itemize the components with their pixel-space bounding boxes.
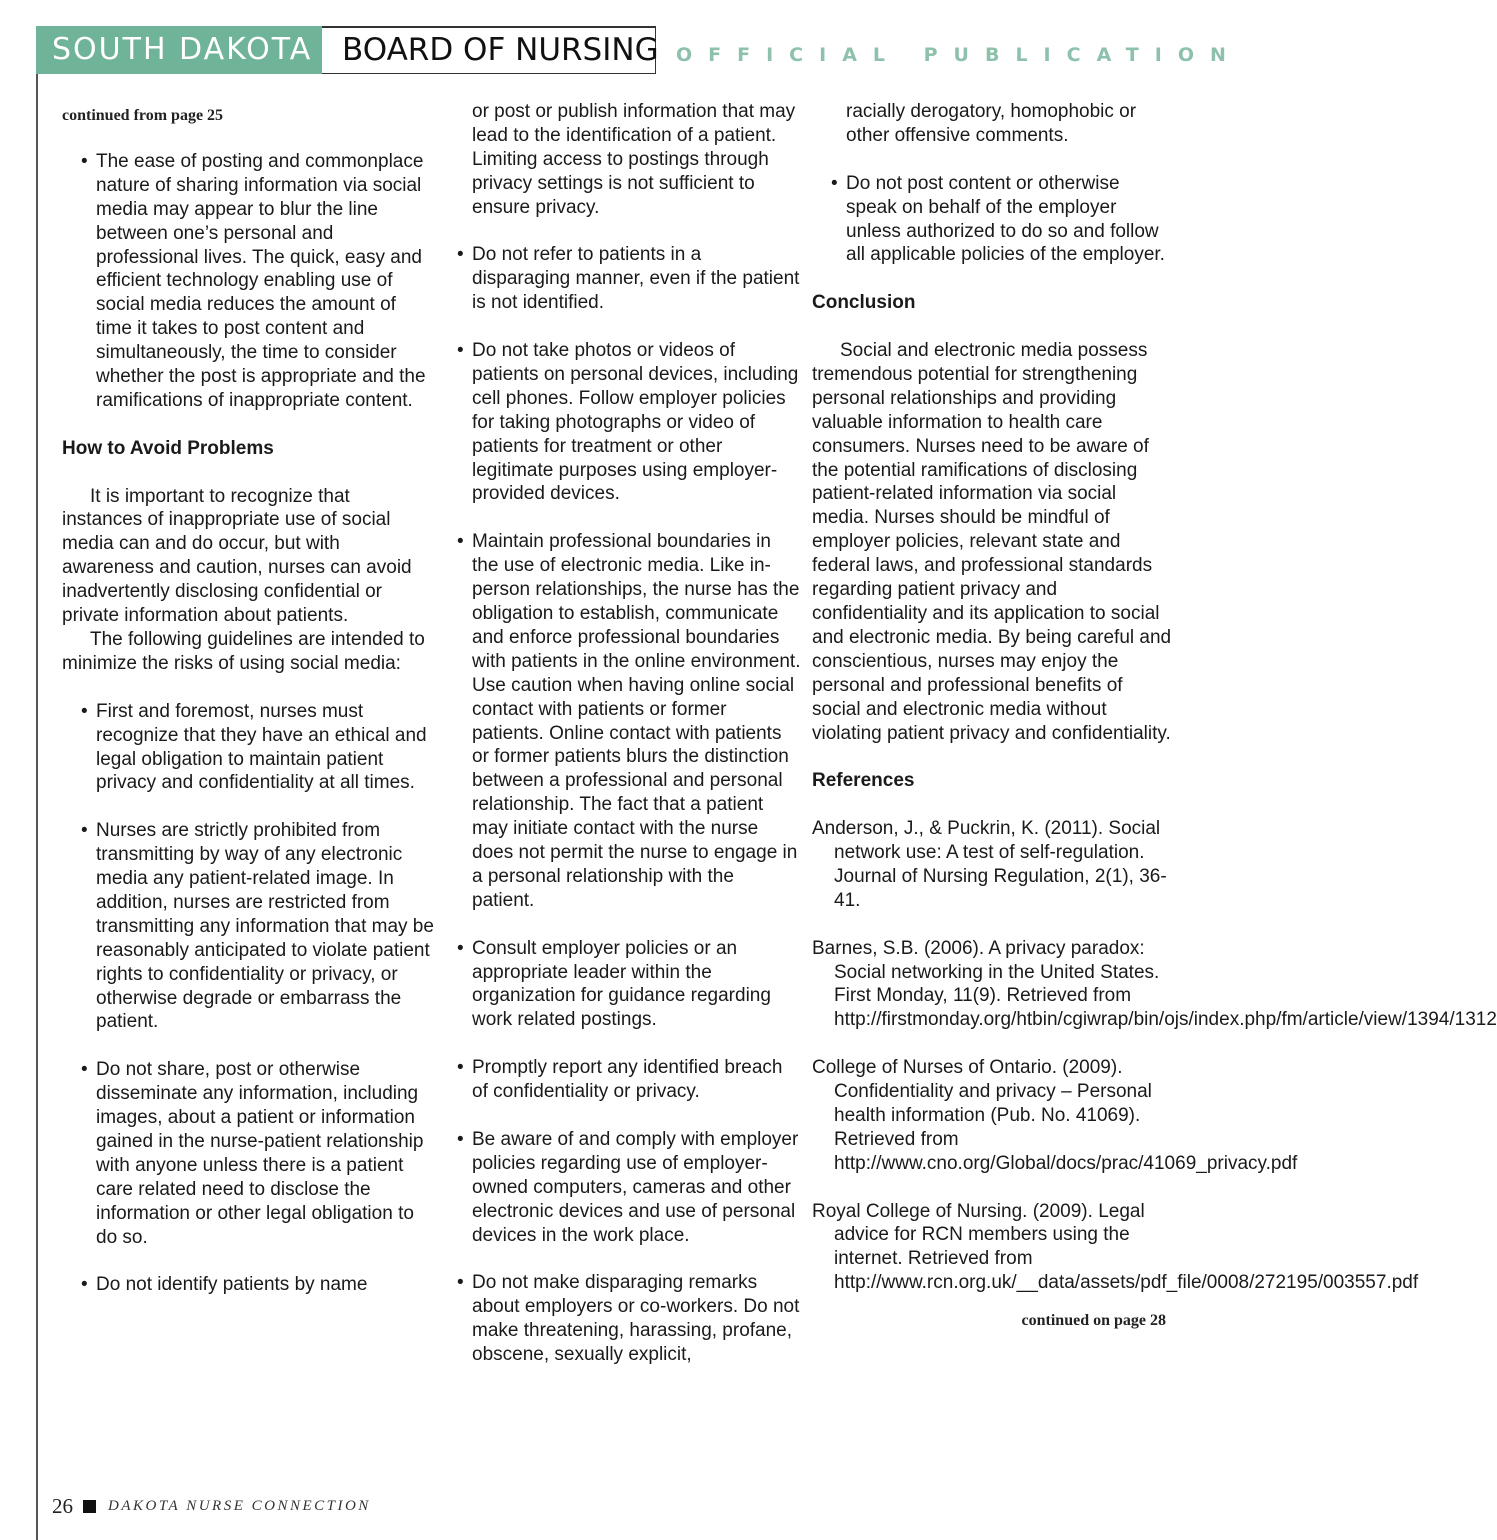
reference-item: Anderson, J., & Puckrin, K. (2011). Social network use: A test of self-regulation. Journal of Nursing Regulation, 2(1), 36-41. [812,818,1167,911]
list-item: • Do not identify patients by name [80,1273,434,1297]
paragraph: The following guidelines are intended to minimize the risks of using social media: [62,629,425,674]
masthead [36,26,1242,74]
masthead-state: SOUTH DAKOTA [52,32,313,67]
reference-item: Barnes, S.B. (2006). A privacy paradox: Social networking in the United States. First Monday, 11(9). Retrieved from http://firstmonday.org/htbin/cgiwrap/bin/ojs/index.php/fm/article/view/1394/1312 [812,937,1497,1031]
list-item: • Maintain professional boundaries in the use of electronic media. Like in-person relationships, the nurse has the obligation to establish, communicate and enforce professional boundaries with patients in the online environment. Use caution when having online social contact with patients or former patients. Online contact with patients or former patients blurs the distinction between a professional and personal relationship. The fact that a patient may initiate contact with the nurse does not permit the nurse to engage in a personal relationship with the patient. [456,530,801,913]
masthead-board-block [322,26,659,74]
page-footer [52,1494,371,1518]
paragraph: It is important to recognize that instances of inappropriate use of social media can and do occur, but with awareness and caution, nurses can avoid inadvertently disclosing confidential or private information about patients. [62,485,412,627]
square-bullet-icon [83,1500,96,1513]
list-item: • First and foremost, nurses must recognize that they have an ethical and legal obligation to maintain patient privacy and confidentiality at all times. [80,700,434,796]
list-item: • Be aware of and comply with employer policies regarding use of employer-owned computers, cameras and other electronic devices and use of personal devices in the work place. [456,1128,801,1248]
list-item: • Do not post content or otherwise speak on behalf of the employer unless authorized to do so and follow all applicable policies of the employer. [830,172,1172,268]
continued-on: continued on page 28 [1021,1312,1166,1330]
column-2 [456,100,801,1391]
list-item: • Nurses are strictly prohibited from transmitting by way of any electronic media any patient-related image. In addition, nurses are restricted from transmitting any information that may be reasonably anticipated to violate patient rights to confidentiality or privacy, or otherwise degrade or embarrass the patient. [80,819,434,1034]
list-item: • Promptly report any identified breach of confidentiality or privacy. [456,1056,801,1104]
masthead-state-block [36,26,322,74]
carryover-text: or post or publish information that may lead to the identification of a patient. Limiting access to postings through privacy settings is not sufficient to ensure privacy. [472,101,796,218]
list-item: • Do not refer to patients in a disparaging manner, even if the patient is not identified. [456,243,801,315]
page-number: 26 [52,1493,73,1518]
conclusion-paragraph: Social and electronic media possess tremendous potential for strengthening personal relationships and providing valuable information to health care consumers. Nurses need to be aware of the potential ramifications of disclosing patient-related information via social media. Nurses should be mindful of employer policies, relevant state and federal laws, and professional standards regarding patient privacy and confidentiality and its application to social and electronic media. By being careful and conscientious, nurses may enjoy the personal and professional benefits of social and electronic media without violating patient privacy and confidentiality. [812,340,1172,744]
masthead-board: BOARD OF NURSING [342,32,659,68]
list-item: • Do not share, post or otherwise disseminate any information, including images, about a patient or information gained in the nurse-patient relationship with anyone unless there is a patient care related need to disclose the information or other legal obligation to do so. [80,1058,434,1249]
publication-name: DAKOTA NURSE CONNECTION [108,1497,371,1514]
list-item: • The ease of posting and commonplace nature of sharing information via social media may appear to blur the line between one’s personal and professional lives. The quick, easy and efficient technology enabling use of social media reduces the amount of time it takes to post content and simultaneously, the time to consider whether the post is appropriate and the ramifications of inappropriate content. [80,150,434,413]
guideline-list [830,172,1172,268]
column-3 [812,100,1497,1333]
carryover-text: racially derogatory, homophobic or other offensive comments. [846,101,1137,146]
intro-bullet-list [80,150,434,413]
list-item: • Consult employer policies or an appropriate leader within the organization for guidance regarding work related postings. [456,937,801,1033]
reference-item: College of Nurses of Ontario. (2009). Confidentiality and privacy – Personal health information (Pub. No. 41069). Retrieved from http://www.cno.org/Global/docs/prac/41069_privacy.pdf [812,1057,1298,1174]
left-margin-rule [36,74,38,1540]
masthead-official-publication: OFFICIAL PUBLICATION [676,44,1242,66]
list-item: • Do not take photos or videos of patients on personal devices, including cell phones. Follow employer policies for taking photographs or video of patients for treatment or other legitimate purposes using employer-provided devices. [456,339,801,506]
guideline-list [456,243,801,1367]
section-heading-avoid-problems: How to Avoid Problems [62,437,274,459]
list-item: • Do not make disparaging remarks about employers or co-workers. Do not make threatening, harassing, profane, obscene, sexually explicit, [456,1271,801,1367]
guideline-list [80,700,434,1298]
reference-list [812,817,1497,1295]
reference-item: Royal College of Nursing. (2009). Legal advice for RCN members using the internet. Retrieved from http://www.rcn.org.uk/__data/assets/pdf_file/0008/272195/003557.pdf [812,1200,1419,1294]
section-heading-conclusion: Conclusion [812,292,916,314]
continued-from: continued from page 25 [62,107,224,124]
column-1 [62,100,434,1321]
section-heading-references: References [812,770,915,792]
